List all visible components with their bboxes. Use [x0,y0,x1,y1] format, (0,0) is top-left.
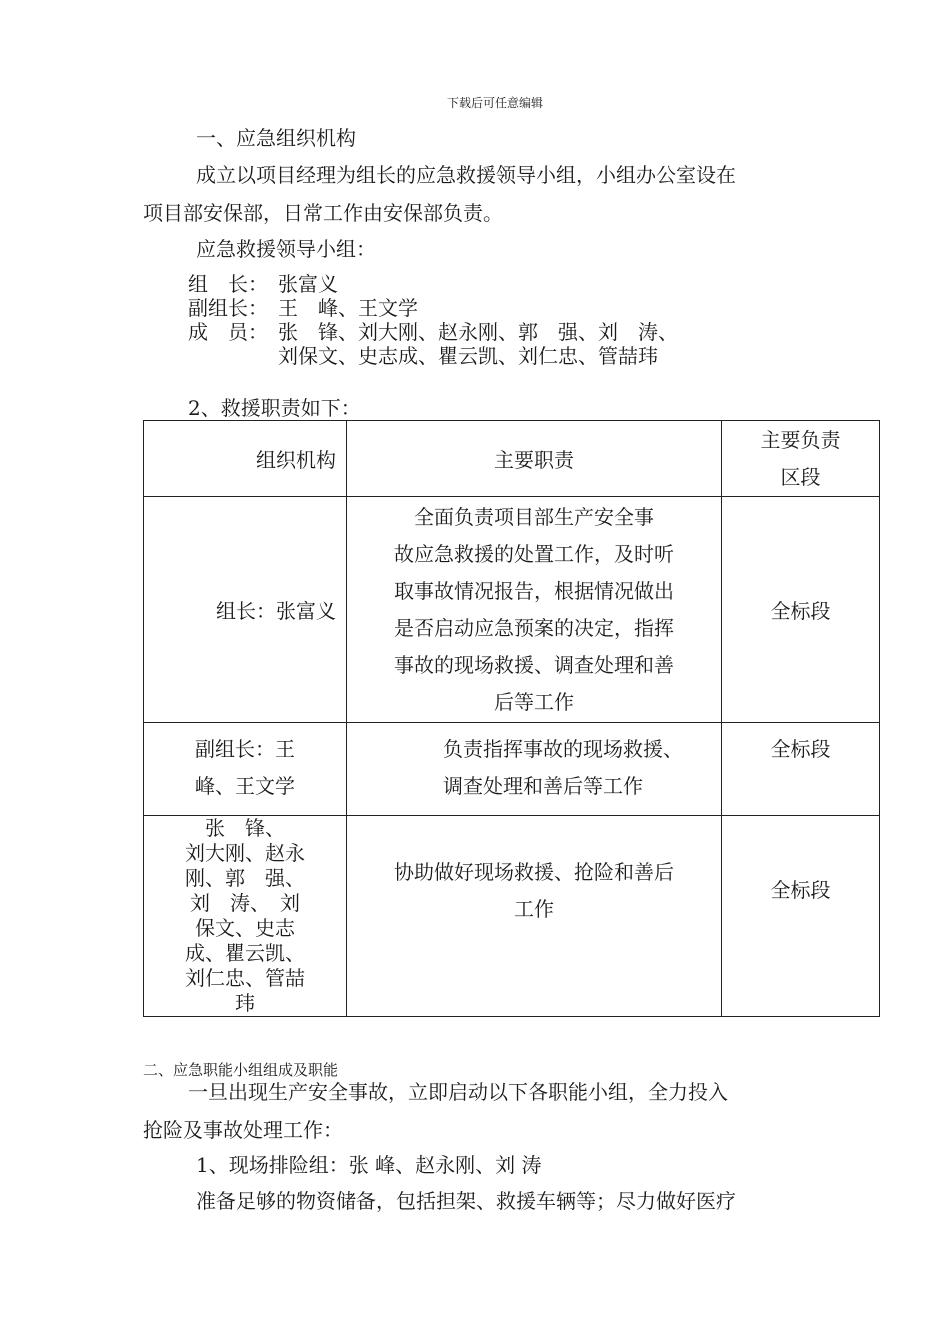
org-line: 成、瞿云凯、 [185,941,305,965]
row-zone [722,816,880,1017]
org-line: 刘大刚、赵永 [185,841,305,865]
duty-line: 事故的现场救援、调查处理和善 [394,652,674,677]
duty-line: 后等工作 [494,689,574,714]
roster-row-members-cont [188,344,678,368]
row-zone-text: 全标段 [770,878,831,902]
row-duty [347,497,722,723]
duty-line: 是否启动应急预案的决定，指挥 [394,615,674,640]
duty-line: 故应急救援的处置工作，及时听 [394,541,674,566]
org-line: 玮 [235,991,255,1015]
org-line: 刘 涛、 刘 [190,891,300,915]
roster-row-members [188,320,678,344]
row-zone [722,497,880,723]
org-line: 刘仁忠、管喆 [185,966,305,990]
duties-title: 2、救援职责如下： [188,396,361,420]
row-org [144,816,347,1017]
table-row [144,497,880,723]
section1-intro-line2: 项目部安保部，日常工作由安保部负责。 [143,201,503,225]
header-zone-line2: 区段 [780,464,821,489]
row-duty [347,723,722,816]
header-duty-text: 主要职责 [494,448,574,472]
header-note: 下载后可任意编辑 [446,96,543,110]
row-duty [347,816,722,1017]
roster-value: 张 锋、刘大刚、赵永刚、郭 强、刘 涛、 [278,320,678,344]
section2-line2: 抢险及事故处理工作： [143,1118,343,1142]
roster-row-deputy [188,296,678,320]
roster-value: 张富义 [278,272,338,296]
roster-label: 成 员： [188,320,268,344]
duty-line: 工作 [514,897,554,921]
roster-value: 王 峰、王文学 [278,296,418,320]
org-line: 刚、郭 强、 [185,866,305,890]
roster-value: 刘保文、史志成、瞿云凯、刘仁忠、管喆玮 [278,344,658,368]
table-row [144,723,880,816]
header-org-text: 组织机构 [256,448,336,472]
header-duty [347,421,722,497]
duty-line: 全面负责项目部生产安全事 [414,504,654,529]
duty-line: 调查处理和善后等工作 [443,774,643,798]
org-line: 保文、史志 [195,916,295,940]
table-header-row [144,421,880,497]
row-org [144,497,347,723]
roster-label: 组 长： [188,272,268,296]
row-zone-text: 全标段 [770,737,831,761]
header-org [144,421,347,497]
duties-table [143,420,880,1017]
org-line: 张 锋、 [205,816,285,840]
section1-intro-line1: 成立以项目经理为组长的应急救援领导小组，小组办公室设在 [196,163,736,187]
section2-title: 二、应急职能小组组成及职能 [143,1061,339,1079]
duty-line: 取事故情况报告，根据情况做出 [394,578,674,603]
section2-line1: 一旦出现生产安全事故，立即启动以下各职能小组，全力投入 [188,1080,728,1104]
table-row [144,816,880,1017]
row-org-text: 组长：张富义 [216,599,336,623]
section1-title: 一、应急组织机构 [196,126,356,150]
header-zone-line1: 主要负责 [760,427,841,452]
org-line: 副组长：王 [195,737,295,761]
group-title: 应急救援领导小组： [196,237,376,261]
duty-line: 负责指挥事故的现场救援、 [443,737,683,761]
group1-title: 1、现场排险组：张 峰、赵永刚、刘 涛 [196,1153,542,1177]
row-org [144,723,347,816]
header-zone [722,421,880,497]
duty-line: 协助做好现场救援、抢险和善后 [394,860,674,884]
group1-desc: 准备足够的物资储备，包括担架、救援车辆等；尽力做好医疗 [196,1189,736,1213]
roster-label [188,344,278,368]
org-line: 峰、王文学 [195,774,295,798]
members-list [144,816,346,1016]
row-zone-text: 全标段 [770,599,831,623]
roster-row-leader [188,272,678,296]
row-zone [722,723,880,816]
roster [188,272,678,368]
roster-label: 副组长： [188,296,268,320]
